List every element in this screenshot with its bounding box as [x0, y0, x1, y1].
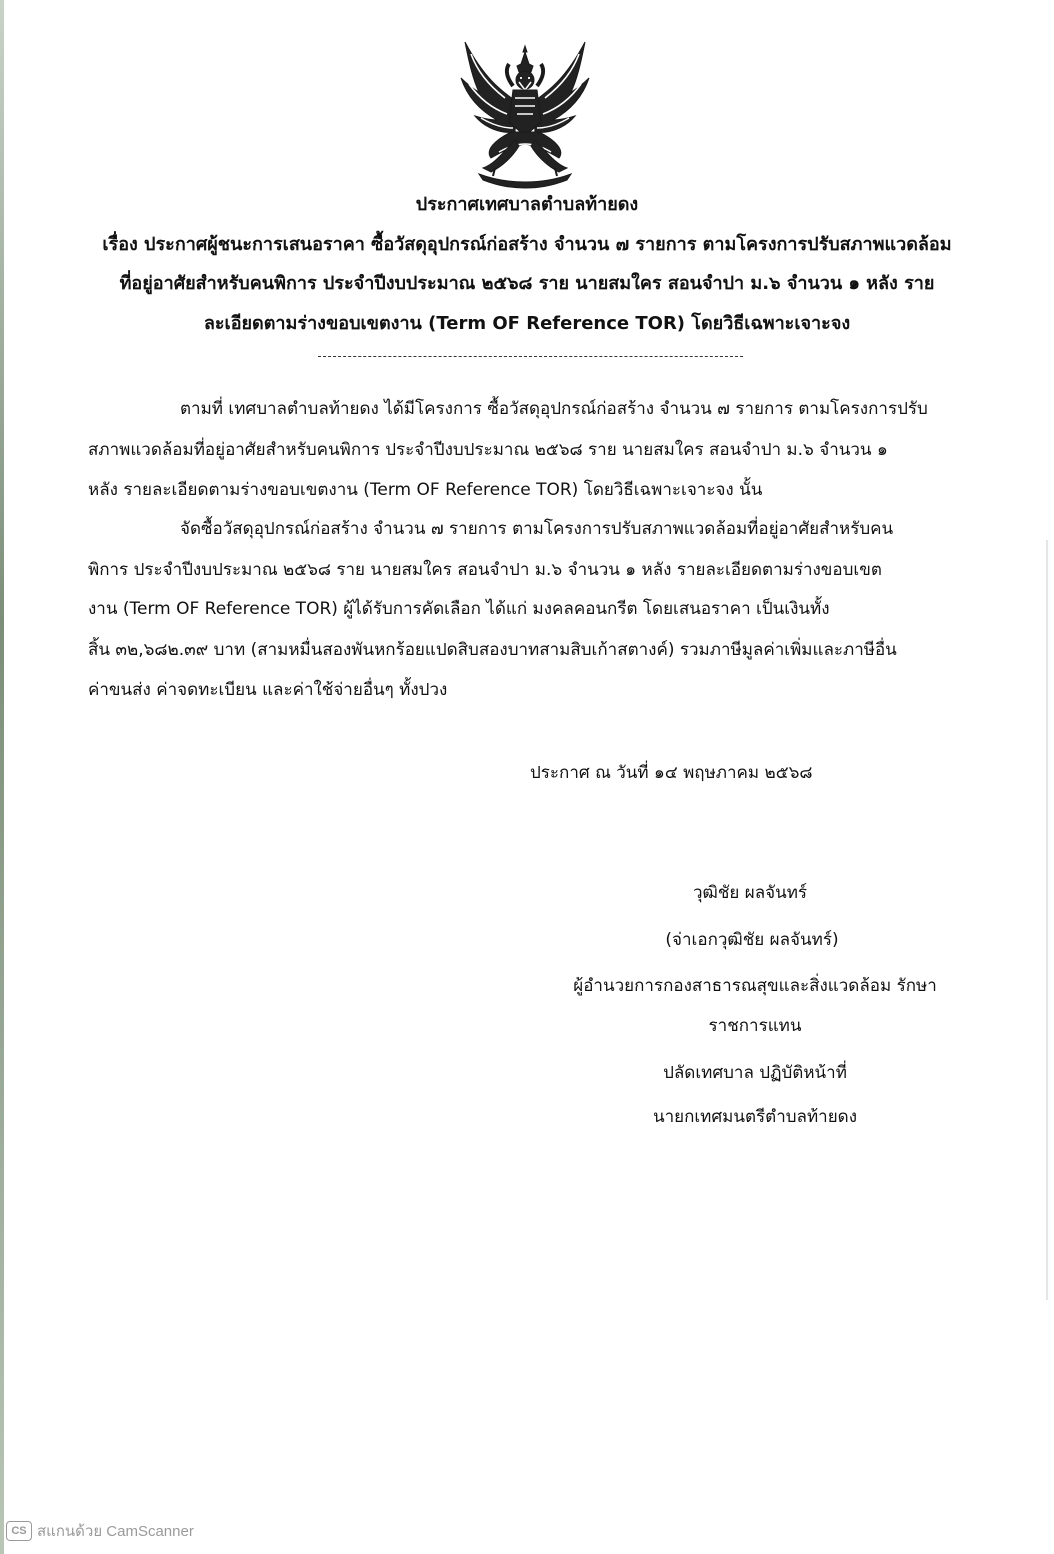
garuda-emblem-icon [455, 40, 595, 190]
announcement-date: ประกาศ ณ วันที่ ๑๔ พฤษภาคม ๒๕๖๘ [530, 763, 813, 783]
document-title: ประกาศเทศบาลตำบลท้ายดง [415, 194, 639, 215]
subject-line: ที่อยู่อาศัยสำหรับคนพิการ ประจำปีงบประมาณ ๒๕๖๘ ราย นายสมใคร สอนจำปา ม.๖ จำนวน ๑ หลัง ราย [119, 273, 935, 294]
body-paragraph-2-line: พิการ ประจำปีงบประมาณ ๒๕๖๘ ราย นายสมใคร สอนจำปา ม.๖ จำนวน ๑ หลัง รายละเอียดตามร่างขอบเขต [88, 560, 882, 580]
scan-edge-mark [1046, 540, 1048, 1300]
body-paragraph-2-line: สิ้น ๓๒,๖๘๒.๓๙ บาท (สามหมื่นสองพันหกร้อยแปดสิบสองบาทสามสิบเก้าสตางค์) รวมภาษีมูลค่าเพิ่มและภาษีอื่น [88, 640, 897, 660]
signer-full-name: (จ่าเอกวุฒิชัย ผลจันทร์) [665, 930, 839, 950]
scanner-watermark-text: สแกนด้วย CamScanner [37, 1523, 194, 1540]
subject-line: เรื่อง ประกาศผู้ชนะการเสนอราคา ซื้อวัสดุอุปกรณ์ก่อสร้าง จำนวน ๗ รายการ ตามโครงการปรับสภาพแวดล้อม [102, 234, 952, 255]
body-paragraph-2-line: งาน (Term OF Reference TOR) ผู้ได้รับการคัดเลือก ได้แก่ มงคลคอนกรีต โดยเสนอราคา เป็นเงินทั้ง [88, 599, 830, 619]
scanner-watermark [6, 1520, 194, 1542]
body-paragraph-1-line: ตามที่ เทศบาลตำบลท้ายดง ได้มีโครงการ ซื้อวัสดุอุปกรณ์ก่อสร้าง จำนวน ๗ รายการ ตามโครงการปรับ [180, 399, 928, 419]
subject-line: ละเอียดตามร่างขอบเขตงาน (Term OF Reference TOR) โดยวิธีเฉพาะเจาะจง [203, 313, 851, 334]
body-paragraph-1-line: สภาพแวดล้อมที่อยู่อาศัยสำหรับคนพิการ ประจำปีงบประมาณ ๒๕๖๘ ราย นายสมใคร สอนจำปา ม.๖ จำนวน ๑ [88, 440, 888, 460]
dashed-divider [318, 356, 743, 357]
body-paragraph-2-line: จัดซื้อวัสดุอุปกรณ์ก่อสร้าง จำนวน ๗ รายการ ตามโครงการปรับสภาพแวดล้อมที่อยู่อาศัยสำหรับคน [180, 519, 894, 539]
signer-position: นายกเทศมนตรีตำบลท้ายดง [652, 1107, 858, 1127]
signer-name: วุฒิชัย ผลจันทร์ [692, 883, 808, 903]
body-paragraph-1-line: หลัง รายละเอียดตามร่างขอบเขตงาน (Term OF Reference TOR) โดยวิธีเฉพาะเจาะจง นั้น [88, 480, 763, 500]
body-paragraph-2-line: ค่าขนส่ง ค่าจดทะเบียน และค่าใช้จ่ายอื่นๆ ทั้งปวง [88, 680, 448, 700]
camscanner-logo-icon: CS [6, 1521, 32, 1541]
signer-position: ปลัดเทศบาล ปฏิบัติหน้าที่ [663, 1063, 847, 1083]
signer-position: ผู้อำนวยการกองสาธารณสุขและสิ่งแวดล้อม รักษา [573, 976, 937, 996]
signer-position: ราชการแทน [708, 1016, 802, 1036]
